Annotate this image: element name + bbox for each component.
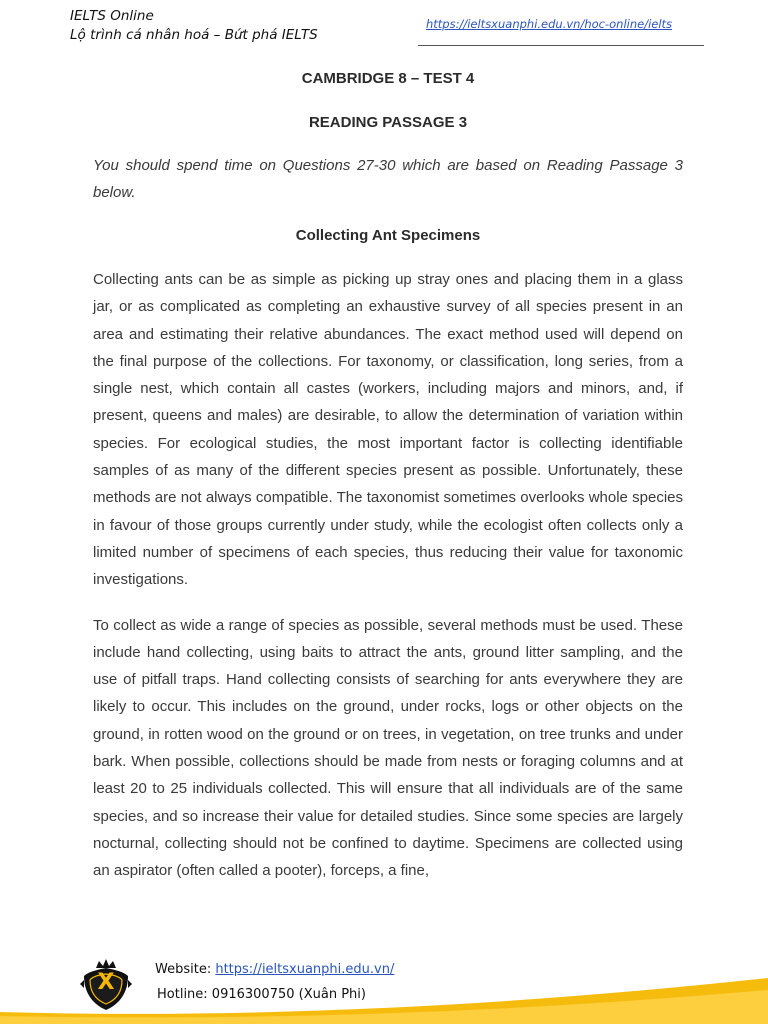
paragraph-2: To collect as wide a range of species as possible, several methods must be used. These include hand collecting, using baits to attract the ants, ground litter sampling, and the use of pitfall traps. Hand collecting consists of searching for ants everywhere they are likely to occur. This includes on the ground, under rocks, logs or other objects on the ground, in rotten wood on the ground or on trees, in vegetation, on tree trunks and under bark. When possible, collections should be made from nests or foraging columns and at least 20 to 25 individuals collected. This will ensure that all individuals are of the same species, and so increase their value for detailed studies. Since some species are largely nocturnal, collecting should not be confined to daytime. Specimens are collected using an aspirator (often called a pooter), forceps, a fine, <box>93 616 683 880</box>
document-title: CAMBRIDGE 8 – TEST 4 <box>301 70 475 87</box>
logo-letter: X <box>97 970 115 995</box>
page-header <box>0 0 768 55</box>
passage-title: Collecting Ant Specimens <box>295 227 481 244</box>
passage-number: READING PASSAGE 3 <box>308 114 468 131</box>
page-footer <box>0 950 768 1024</box>
brand-line-2: Lộ trình cá nhân hoá – Bứt phá IELTS <box>70 27 318 43</box>
website-label: Website: <box>155 962 216 977</box>
paragraph-1: Collecting ants can be as simple as picking up stray ones and placing them in a glass jar, or as complicated as completing an exhaustive survey of all species present in an area and estimating their relative abundances. The exact method used will depend on the final purpose of the collections. For taxonomy, or classification, long series, from a single nest, which contain all castes (workers, including majors and minors, and, if present, queens and males) are desirable, to allow the determination of variation within species. For ecological studies, the most important factor is collecting identifiable samples of as many of the different species present as possible. Unfortunately, these methods are not always compatible. The taxonomist sometimes overlooks whole species in favour of those groups currently under study, while the ecologist often collects only a limited number of specimens of each species, thus reducing their value for taxonomic investigations. <box>93 271 683 589</box>
footer-website <box>155 960 394 980</box>
website-link[interactable]: https://ieltsxuanphi.edu.vn/ <box>215 962 395 977</box>
brand-text <box>70 7 318 45</box>
footer-hotline: Hotline: 0916300750 (Xuân Phi) <box>157 987 366 1002</box>
document-body <box>93 64 683 885</box>
instructions-text: You should spend time on Questions 27-30 which are based on Reading Passage 3 below. <box>93 157 683 201</box>
brand-line-1: IELTS Online <box>70 8 154 24</box>
header-link[interactable]: https://ieltsxuanphi.edu.vn/hoc-online/ielts <box>426 17 673 31</box>
header-divider <box>418 45 704 46</box>
